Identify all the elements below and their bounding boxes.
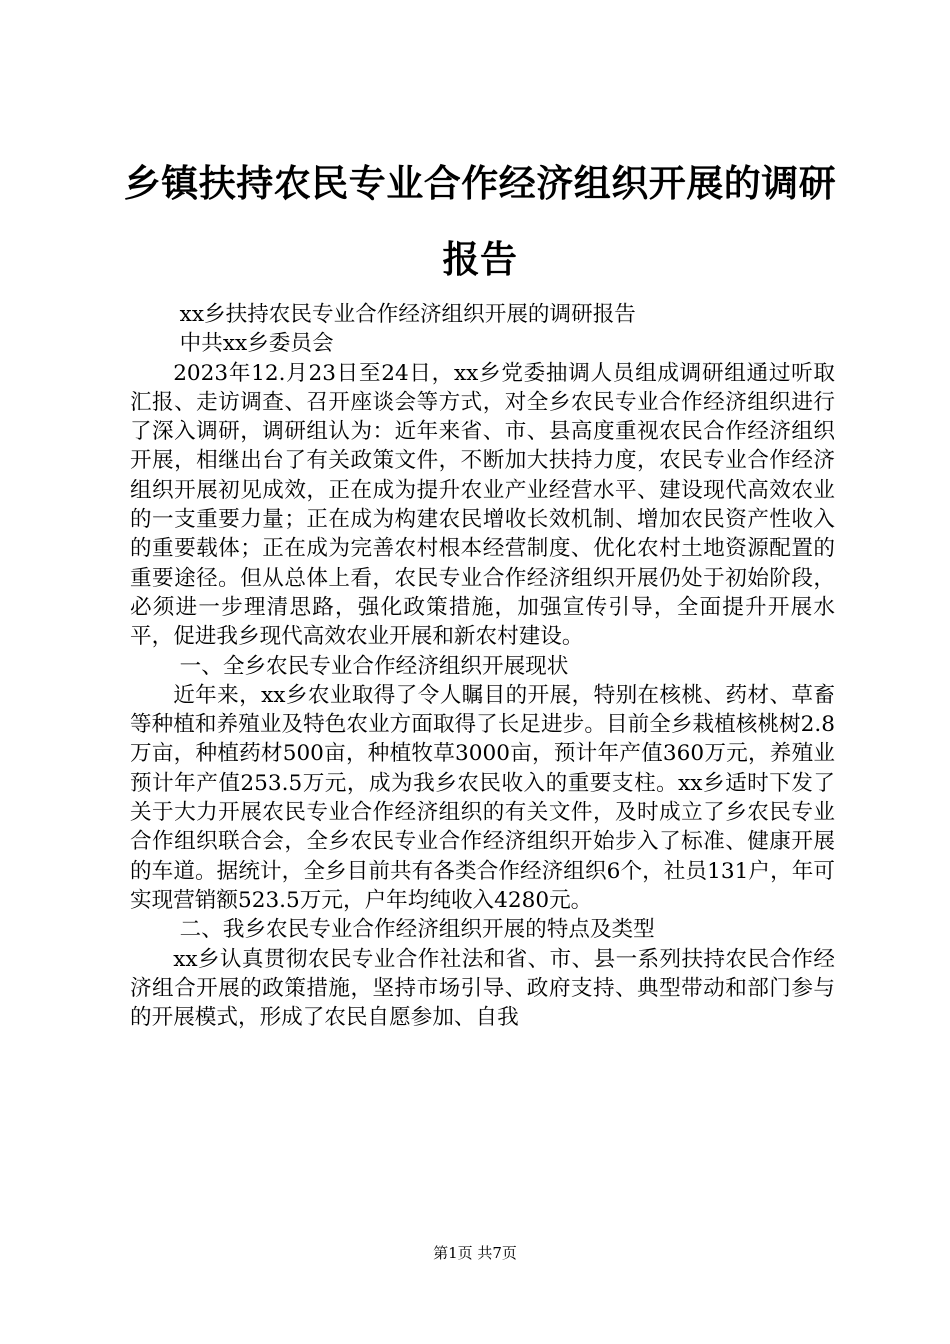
author-line: 中共xx乡委员会	[179, 331, 334, 357]
section-1-heading: 一、全乡农民专业合作经济组织开展现状	[179, 653, 569, 679]
section-2-heading: 二、我乡农民专业合作经济组织开展的特点及类型	[179, 917, 655, 943]
section-2-paragraph: xx乡认真贯彻农民专业合作社法和省、市、县一系列扶持农民合作经济组合开展的政策措施，坚持市场引导、政府支持、典型带动和部门参与的开展模式，形成了农民自愿参加、自我	[130, 946, 835, 1031]
page-number-footer: 第1页 共7页	[433, 1244, 517, 1262]
subtitle-line: xx乡扶持农民专业合作经济组织开展的调研报告	[179, 302, 636, 327]
document-title: 乡镇扶持农民专业合作经济组织开展的调研报告	[123, 162, 837, 281]
document-body	[130, 300, 835, 1032]
section-1-paragraph: 近年来，xx乡农业取得了令人瞩目的开展，特别在核桃、药材、草畜等种植和养殖业及特色农业方面取得了长足进步。目前全乡栽植核桃树2.8万亩，种植药材500亩，种植牧草3000亩，预计年产值360万元，养殖业预计年产值253.5万元，成为我乡农民收入的重要支柱。xx乡适时下发了关于大力开展农民专业合作经济组织的有关文件，及时成立了乡农民专业合作组织联合会，全乡农民专业合作经济组织开始步入了标准、健康开展的车道。据统计，全乡目前共有各类合作经济组织6个，社员131户，年可实现营销额523.5万元，户年均纯收入4280元。	[130, 682, 835, 913]
intro-paragraph: 2023年12.月23日至24日，xx乡党委抽调人员组成调研组通过听取汇报、走访调查、召开座谈会等方式，对全乡农民专业合作经济组织进行了深入调研，调研组认为：近年来省、市、县高度重视农民合作经济组织开展，相继出台了有关政策文件，不断加大扶持力度，农民专业合作经济组织开展初见成效，正在成为提升农业产业经营水平、建设现代高效农业的一支重要力量；正在成为构建农民增收长效机制、增加农民资产性收入的重要载体；正在成为完善农村根本经营制度、优化农村土地资源配置的重要途径。但从总体上看，农民专业合作经济组织开展仍处于初始阶段，必须进一步理清思路，强化政策措施，加强宣传引导，全面提升开展水平，促进我乡现代高效农业开展和新农村建设。	[130, 360, 835, 650]
